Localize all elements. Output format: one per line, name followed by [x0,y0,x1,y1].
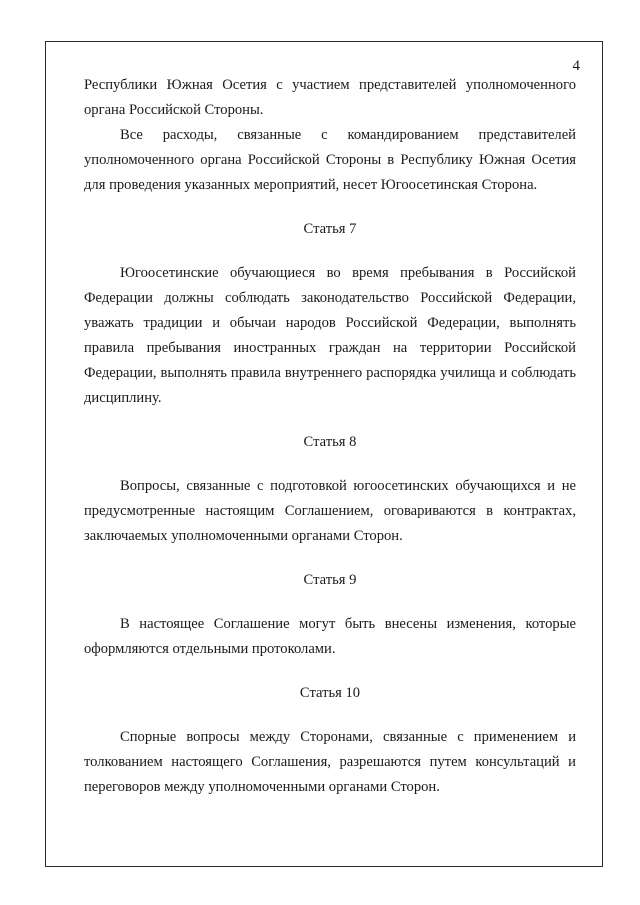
article-9-text: В настоящее Соглашение могут быть внесены изменения, которые оформляются отдельными протоколами. [84,616,576,657]
paragraph-expenses: Все расходы, связанные с командированием представителей уполномоченного органа Российской Стороны в Республику Южная Осетия для проведения указанных мероприятий, несет Югоосетинская Сторона. [84,127,576,193]
article-9-heading: Статья 9 [303,572,357,588]
article-10-heading: Статья 10 [299,685,361,701]
paragraph-continuation: Республики Южная Осетия с участием представителей уполномоченного органа Российской Стороны. [84,77,576,118]
article-8-text: Вопросы, связанные с подготовкой югоосетинских обучающихся и не предусмотренные настоящим Соглашением, оговариваются в контрактах, заключаемых уполномоченными органами Сторон. [84,478,576,544]
document-body [84,73,576,800]
article-10-text: Спорные вопросы между Сторонами, связанные с применением и толкованием настоящего Соглашения, разрешаются путем консультаций и переговоров между уполномоченными органами Сторон. [84,729,576,795]
page-number: 4 [572,58,580,74]
article-7-text: Югоосетинские обучающиеся во время пребывания в Российской Федерации должны соблюдать законодательство Российской Федерации, уважать традиции и обычаи народов Российской Федерации, выполнять правила пребывания иностранных граждан на территории Российской Федерации, выполнять правила внутреннего распорядка училища и соблюдать дисциплину. [84,265,576,406]
article-8-heading: Статья 8 [303,434,357,450]
article-7-heading: Статья 7 [303,221,357,237]
